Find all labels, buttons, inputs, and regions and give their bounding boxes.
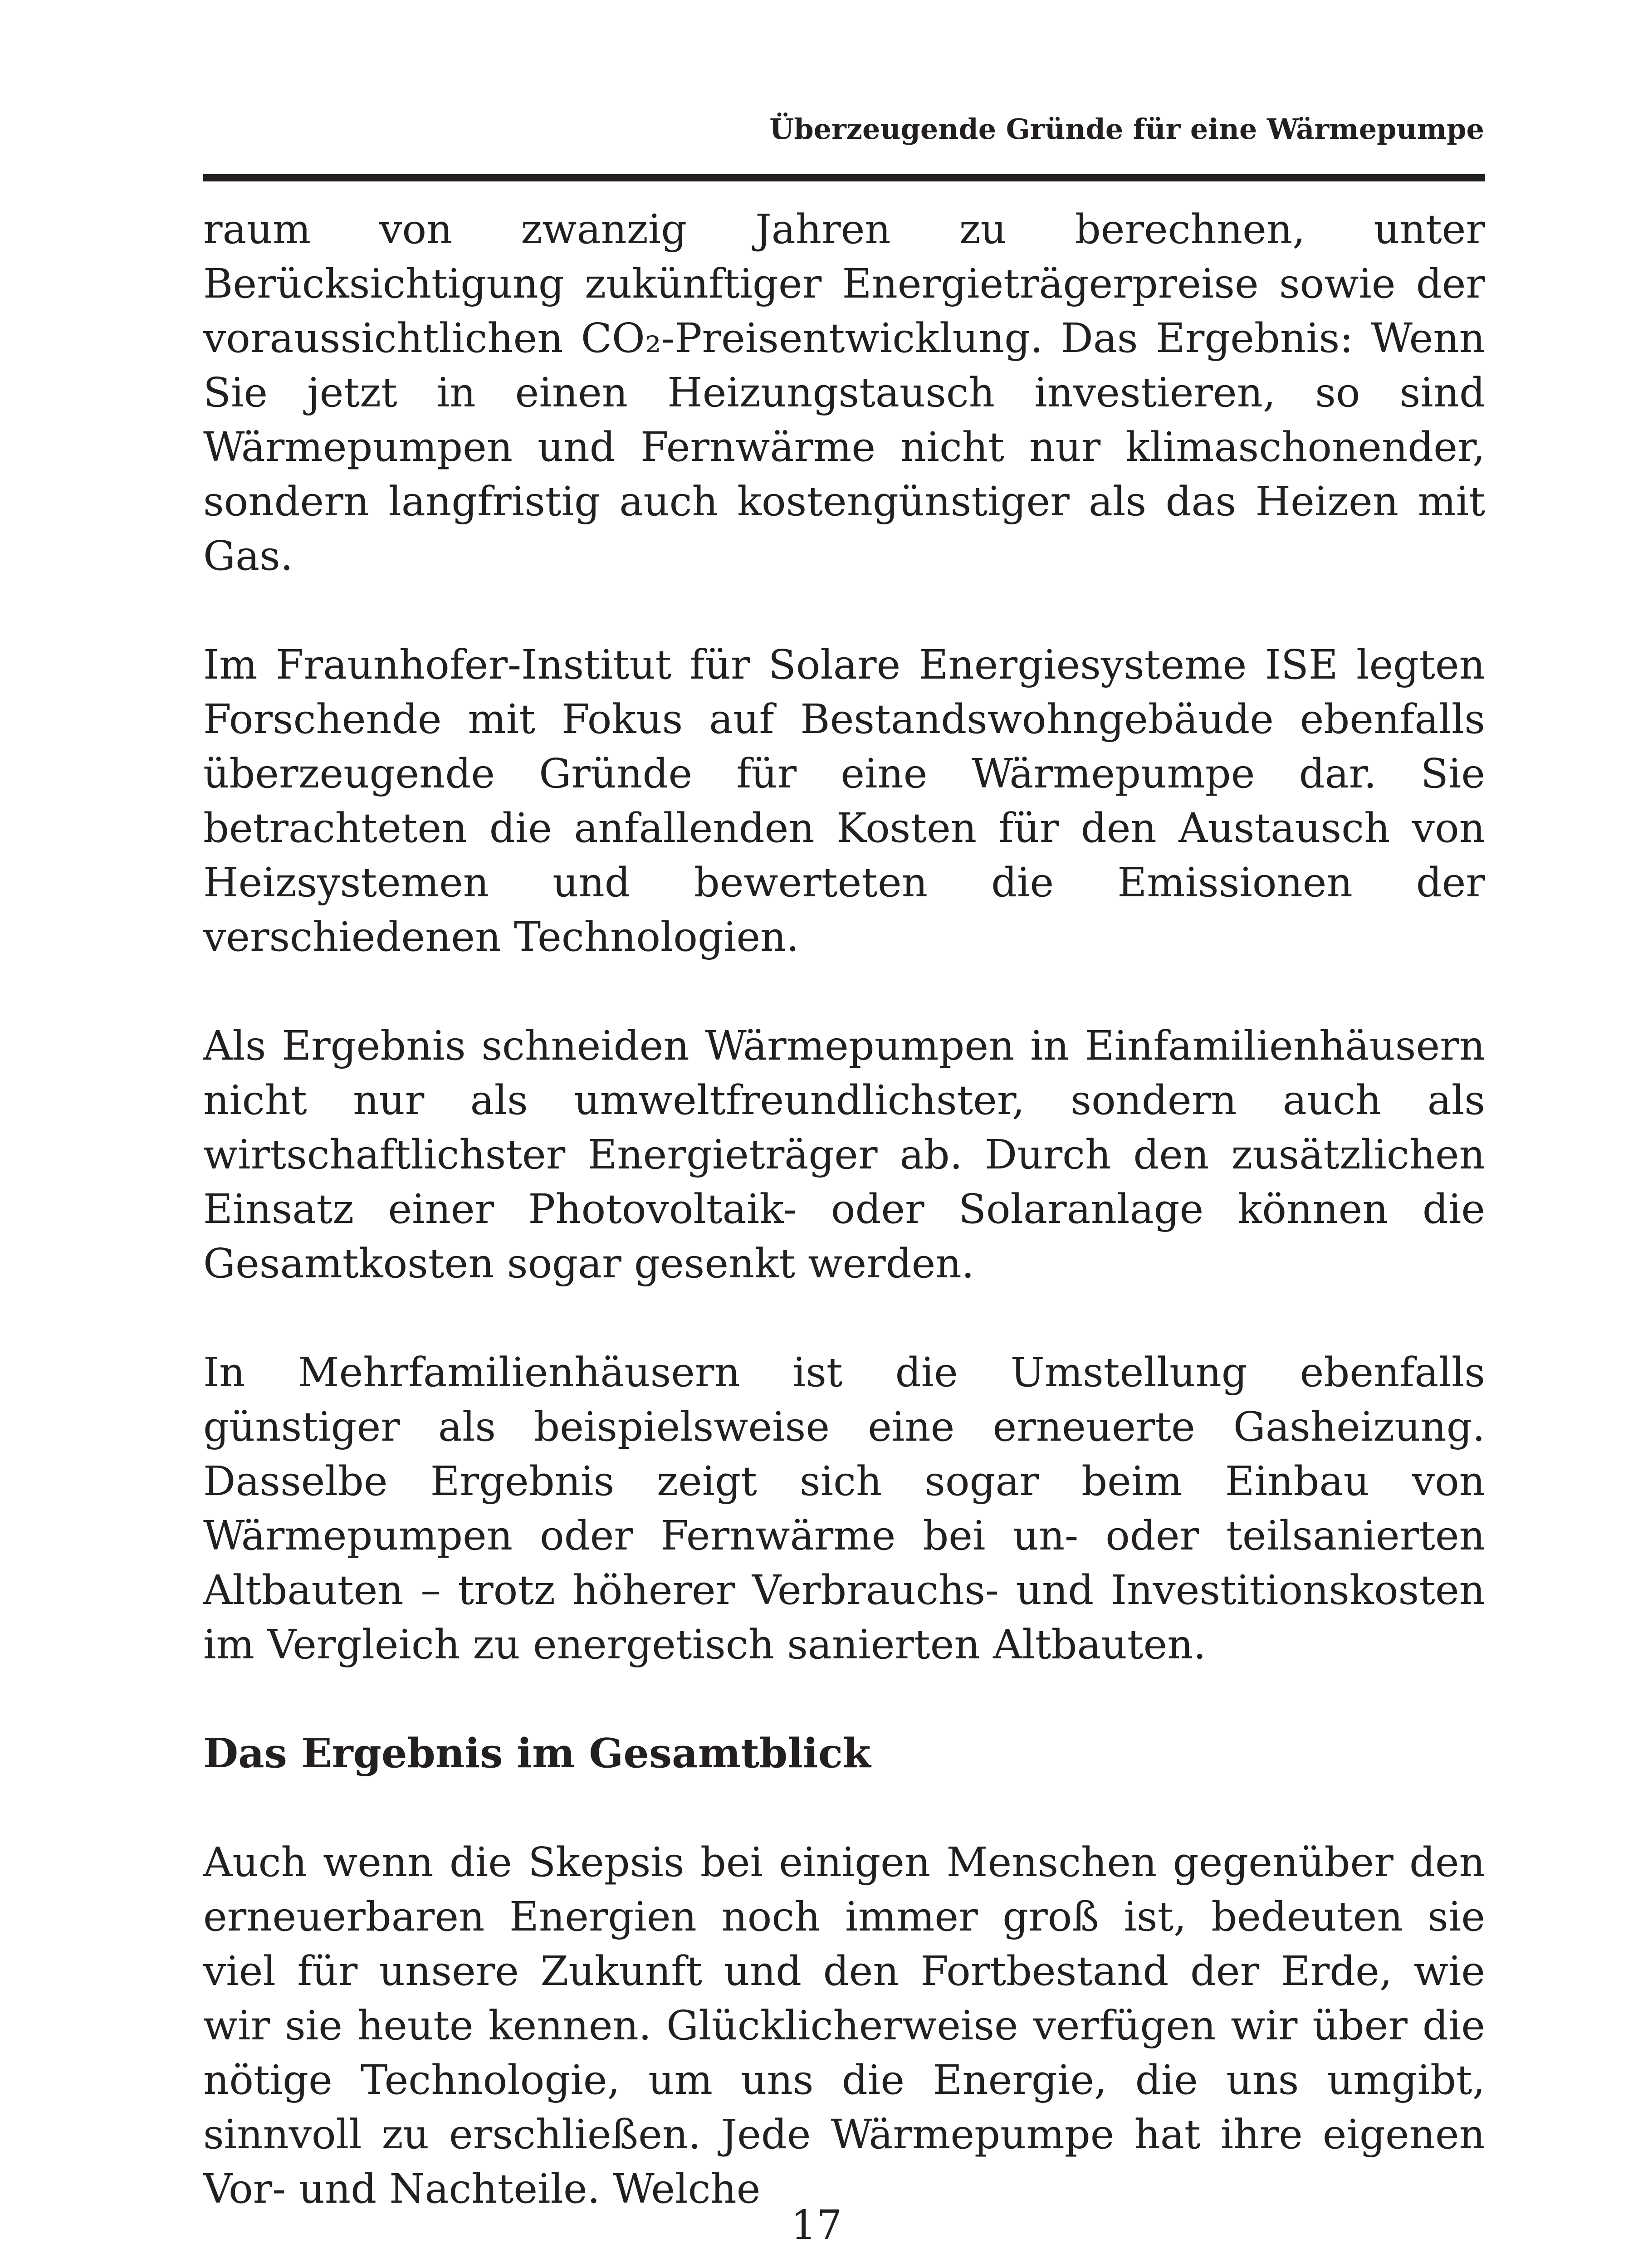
paragraph: raum von zwanzig Jahren zu berechnen, unter Berücksichtigung zukünftiger Energieträgerpreise sowie der voraussichtlichen CO₂-Preisentwicklung. Das Ergebnis: Wenn Sie jetzt in einen Heizungstausch investieren, so sind Wärmepumpen und Fernwärme nicht nur klimaschonender, sondern langfristig auch kostengünstiger als das Heizen mit Gas. (203, 205, 1485, 579)
paragraph: Auch wenn die Skepsis bei einigen Menschen gegenüber den erneuerbaren Energien noch immer groß ist, bedeuten sie viel für unsere Zukunft und den Fortbestand der Erde, wie wir sie heute kennen. Glücklicherweise verfügen wir über die nötige Technologie, um uns die Energie, die uns umgibt, sinnvoll zu erschließen. Jede Wärmepumpe hat ihre eigenen Vor- und Nachteile. Welche (203, 1838, 1485, 2212)
paragraph: Als Ergebnis schneiden Wärmepumpen in Einfamilienhäusern nicht nur als umweltfreundlichster, sondern auch als wirtschaftlichster Energieträger ab. Durch den zusätzlichen Einsatz einer Photovoltaik- oder Solaranlage können die Gesamtkosten sogar gesenkt werden. (203, 1022, 1485, 1287)
body-text (203, 202, 1485, 2216)
running-head: Überzeugende Gründe für eine Wärmepumpe (769, 112, 1484, 146)
paragraph: In Mehrfamilienhäusern ist die Umstellung ebenfalls günstiger als beispielsweise eine erneuerte Gasheizung. Dasselbe Ergebnis zeigt sich sogar beim Einbau von Wärmepumpen oder Fernwärme bei un- oder teilsanierten Altbauten – trotz höherer Verbrauchs- und Investitionskosten im Vergleich zu energetisch sanierten Altbauten. (203, 1349, 1485, 1668)
paragraph: Im Fraunhofer-Institut für Solare Energiesysteme ISE legten Forschende mit Fokus auf Bestandswohngebäude ebenfalls überzeugende Gründe für eine Wärmepumpe dar. Sie betrachteten die anfallenden Kosten für den Austausch von Heizsystemen und bewerteten die Emissionen der verschiedenen Technologien. (203, 641, 1485, 960)
header-rule (203, 174, 1485, 181)
page-number: 17 (791, 2201, 842, 2248)
section-heading: Das Ergebnis im Gesamtblick (203, 1729, 871, 1777)
